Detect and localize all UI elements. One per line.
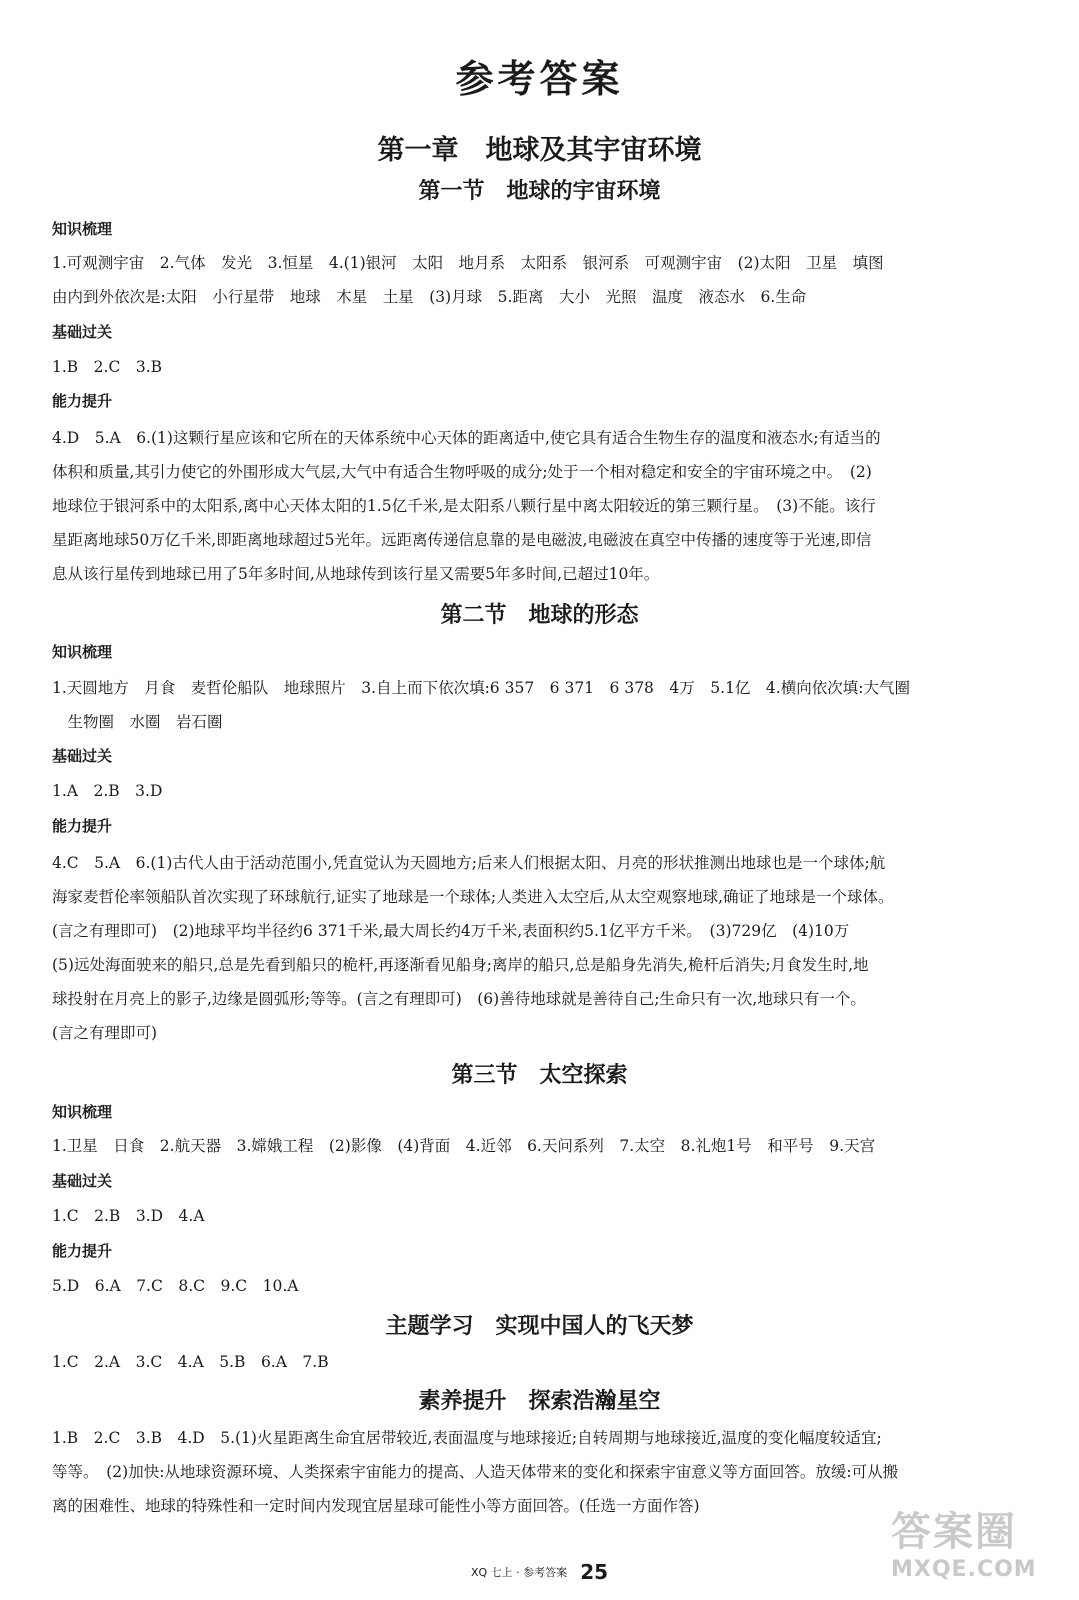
- s2-knowledge-line-1: 1.天圆地方 月食 麦哲伦船队 地球照片 3.自上而下依次填:6 357 6 371 6 378 4万 5.1亿 4.横向依次填:大气圈: [52, 679, 910, 697]
- s2-ability-label: 能力提升: [52, 817, 113, 835]
- footer-label: XQ 七上 · 参考答案: [470, 1566, 568, 1579]
- s1-knowledge-line-2: 由内到外依次是:太阳 小行星带 地球 木星 土星 (3)月球 5.距离 大小 光照 温度 液态水 6.生命: [52, 288, 807, 306]
- watermark-url: MXQE.COM: [891, 1557, 1037, 1582]
- s1-ability-line-3: 地球位于银河系中的太阳系,离中心天体太阳的1.5亿千米,是太阳系八颗行星中离太阳较近的第三颗行星。 (3)不能。该行: [52, 497, 876, 515]
- s2-ability-line-2: 海家麦哲伦率领船队首次实现了环球航行,证实了地球是一个球体;人类进入太空后,从太空观察地球,确证了地球是一个球体。: [52, 888, 894, 906]
- s1-basic-label: 基础过关: [52, 323, 113, 341]
- s3-ability-line: 5.D 6.A 7.C 8.C 9.C 10.A: [52, 1277, 299, 1295]
- s2-knowledge-label: 知识梳理: [52, 643, 113, 661]
- s1-ability-line-2: 体积和质量,其引力使它的外围形成大气层,大气中有适合生物呼吸的成分;处于一个相对稳定和安全的宇宙环境之中。 (2): [52, 463, 872, 481]
- section-5-heading: 素养提升 探索浩瀚星空: [418, 1389, 661, 1414]
- s1-ability-label: 能力提升: [52, 392, 113, 410]
- page-title: 参考答案: [455, 57, 624, 101]
- s1-knowledge-line-1: 1.可观测宇宙 2.气体 发光 3.恒星 4.(1)银河 太阳 地月系 太阳系 银河系 可观测宇宙 (2)太阳 卫星 填图: [52, 254, 884, 272]
- s2-ability-line-1: 4.C 5.A 6.(1)古代人由于活动范围小,凭直觉认为天圆地方;后来人们根据太阳、月亮的形状推测出地球也是一个球体;航: [52, 854, 886, 872]
- s4-answer-line: 1.C 2.A 3.C 4.A 5.B 6.A 7.B: [52, 1353, 329, 1371]
- s3-knowledge-label: 知识梳理: [52, 1103, 113, 1121]
- s5-answer-line-1: 1.B 2.C 3.B 4.D 5.(1)火星距离生命宜居带较近,表面温度与地球接近;自转周期与地球接近,温度的变化幅度较适宜;: [52, 1429, 882, 1447]
- s1-ability-line-1: 4.D 5.A 6.(1)这颗行星应该和它所在的天体系统中心天体的距离适中,使它具有适合生物生存的温度和液态水;有适当的: [52, 429, 881, 447]
- s3-basic-label: 基础过关: [52, 1172, 113, 1190]
- s5-answer-line-3: 离的困难性、地球的特殊性和一定时间内发现宜居星球可能性小等方面回答。(任选一方面作答): [52, 1497, 700, 1515]
- chapter-heading: 第一章 地球及其宇宙环境: [377, 135, 702, 166]
- s2-ability-line-3: (言之有理即可) (2)地球平均半径约6 371千米,最大周长约4万千米,表面积约5.1亿平方千米。 (3)729亿 (4)10万: [52, 922, 850, 940]
- section-2-heading: 第二节 地球的形态: [440, 603, 639, 628]
- s1-knowledge-label: 知识梳理: [52, 220, 113, 238]
- page-number: 25: [580, 1560, 609, 1584]
- s2-basic-label: 基础过关: [52, 747, 113, 765]
- s1-ability-line-5: 息从该行星传到地球已用了5年多时间,从地球传到该行星又需要5年多时间,已超过10年。: [52, 565, 660, 583]
- section-3-heading: 第三节 太空探索: [451, 1063, 628, 1088]
- s3-ability-label: 能力提升: [52, 1242, 113, 1260]
- s2-basic-line: 1.A 2.B 3.D: [52, 782, 163, 800]
- s3-knowledge-line: 1.卫星 日食 2.航天器 3.嫦娥工程 (2)影像 (4)背面 4.近邻 6.天问系列 7.太空 8.礼炮1号 和平号 9.天宫: [52, 1137, 876, 1155]
- s1-basic-line: 1.B 2.C 3.B: [52, 358, 163, 376]
- watermark-logo: [891, 1500, 1061, 1590]
- s2-knowledge-line-2: 生物圈 水圈 岩石圈: [52, 713, 223, 731]
- s3-basic-line: 1.C 2.B 3.D 4.A: [52, 1207, 205, 1225]
- s2-ability-line-6: (言之有理即可): [52, 1024, 158, 1042]
- s1-ability-line-4: 星距离地球50万亿千米,即距离地球超过5光年。远距离传递信息靠的是电磁波,电磁波在真空中传播的速度等于光速,即信: [52, 531, 872, 549]
- section-1-heading: 第一节 地球的宇宙环境: [418, 179, 661, 204]
- s2-ability-line-5: 球投射在月亮上的影子,边缘是圆弧形;等等。(言之有理即可) (6)善待地球就是善待自己;生命只有一次,地球只有一个。: [52, 990, 866, 1008]
- section-4-heading: 主题学习 实现中国人的飞天梦: [385, 1314, 694, 1339]
- s2-ability-line-4: (5)远处海面驶来的船只,总是先看到船只的桅杆,再逐渐看见船身;离岸的船只,总是船身先消失,桅杆后消失;月食发生时,地: [52, 956, 869, 974]
- watermark-text: 答案圈: [891, 1509, 1017, 1555]
- s5-answer-line-2: 等等。 (2)加快:从地球资源环境、人类探索宇宙能力的提高、人造天体带来的变化和探索宇宙意义等方面回答。放缓:可从搬: [52, 1463, 899, 1481]
